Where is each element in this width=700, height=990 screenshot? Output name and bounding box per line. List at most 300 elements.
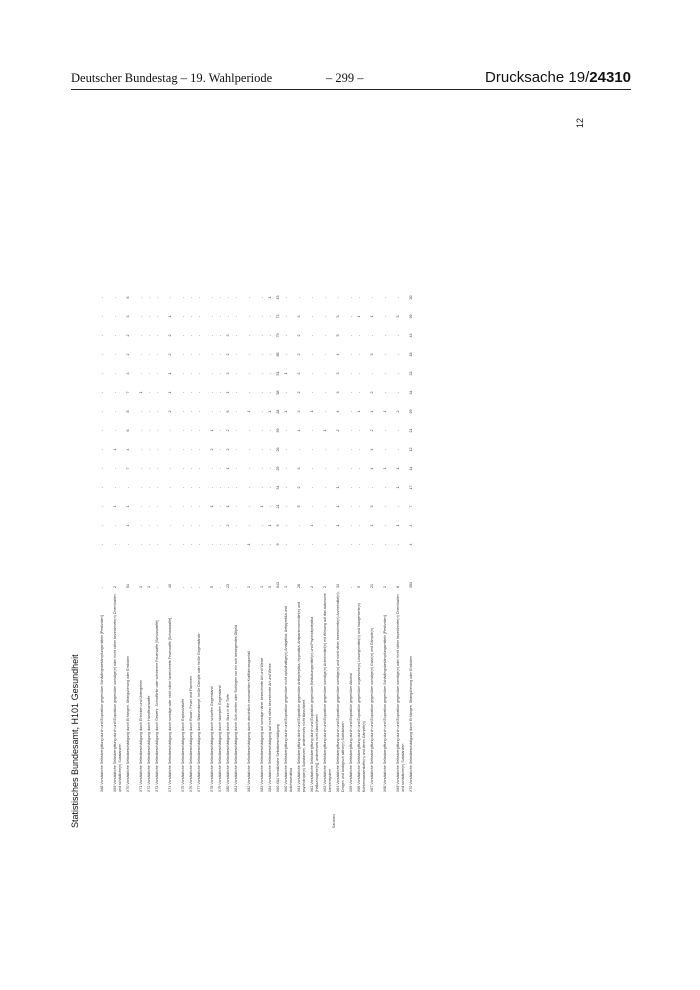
row-value: 9 [276, 543, 280, 546]
row-value: - [210, 353, 214, 356]
row-value: - [100, 524, 104, 527]
row-label: X70 Vorsätzliche Selbstbeschädigung durch Erhängen, Strangulierung oder Ersticken [409, 655, 413, 792]
row-value: - [181, 410, 185, 413]
row-value: - [247, 505, 251, 508]
row-value: 2 [226, 429, 230, 432]
row-value: - [383, 505, 387, 508]
row-total: - [189, 586, 193, 588]
row-value: - [139, 372, 143, 375]
row-value: 1 [168, 372, 172, 375]
row-value: - [189, 372, 193, 375]
row-label: X65 Vorsätzliche Selbstvergiftung durch und Exposition gegenüber Alkohol [349, 673, 353, 792]
row-value: - [147, 315, 151, 318]
row-value: - [370, 372, 374, 375]
table-row [126, 288, 139, 792]
row-value: - [197, 315, 201, 318]
row-value: - [247, 372, 251, 375]
row-value: - [247, 391, 251, 394]
rotated-table-page [70, 68, 590, 828]
row-value: - [260, 372, 264, 375]
row-value: - [100, 448, 104, 451]
row-value: - [210, 410, 214, 413]
row-total: 33 [336, 584, 340, 588]
row-value: - [234, 334, 238, 337]
row-value: 2 [370, 429, 374, 432]
source-title: Statistisches Bundesamt, H101 Gesundheit [70, 654, 80, 828]
row-value: - [210, 296, 214, 299]
row-value: 1 [383, 467, 387, 470]
row-value: - [155, 410, 159, 413]
row-label: X78 Vorsätzliche Selbstbeschädigung durch scharfen Gegenstand [210, 686, 214, 792]
row-value: 1 [226, 505, 230, 508]
row-value: - [181, 334, 185, 337]
row-value: - [100, 486, 104, 489]
row-value: - [268, 505, 272, 508]
row-value: - [100, 296, 104, 299]
row-value: 6 [126, 296, 130, 299]
row-value: - [168, 543, 172, 546]
row-value: 58 [276, 390, 280, 395]
row-label: X80 Vorsätzliche Selbstbeschädigung durch Sturz in die Tiefe [226, 694, 230, 792]
table-row [323, 288, 336, 792]
row-label: X69 Vorsätzliche Selbstvergiftung durch und Exposition gegenüber sonstige(n) oder nicht näher bezeichnete(n) Chemikalien und schädliche(n) Substanzen [113, 594, 122, 792]
row-value: - [226, 486, 230, 489]
row-value: - [100, 391, 104, 394]
row-value: - [297, 524, 301, 527]
table-row [189, 288, 197, 792]
row-value: - [260, 334, 264, 337]
row-value: - [383, 353, 387, 356]
row-value: 2 [297, 353, 301, 356]
row-value: - [197, 505, 201, 508]
table-row [210, 288, 218, 792]
row-value: 3 [370, 505, 374, 508]
row-value: - [284, 353, 288, 356]
row-value: - [383, 315, 387, 318]
row-value: - [284, 296, 288, 299]
row-value: - [349, 486, 353, 489]
row-value: - [218, 372, 222, 375]
row-value: - [396, 353, 400, 356]
row-value: 1 [357, 315, 361, 318]
row-value: - [284, 315, 288, 318]
row-value: 4 [409, 524, 413, 527]
row-value: 1 [226, 391, 230, 394]
row-total: 8 [396, 586, 400, 588]
row-value: - [100, 543, 104, 546]
row-value: - [218, 429, 222, 432]
row-value: 39 [409, 314, 413, 319]
row-value: - [226, 296, 230, 299]
row-value: - [357, 524, 361, 527]
row-value: 2 [396, 410, 400, 413]
row-value: - [147, 486, 151, 489]
row-value: 45 [276, 295, 280, 300]
row-total: 10 [168, 584, 172, 588]
row-value: - [260, 543, 264, 546]
row-value: - [260, 486, 264, 489]
row-value: 2 [297, 334, 301, 337]
row-value: 1 [310, 410, 314, 413]
row-value: 8 [126, 410, 130, 413]
table-row [168, 288, 181, 792]
row-value: 1 [210, 429, 214, 432]
row-value: 2 [126, 334, 130, 337]
row-value: - [113, 391, 117, 394]
row-value: - [323, 391, 327, 394]
row-value: - [168, 429, 172, 432]
row-total: 1 [147, 586, 151, 588]
row-value: 17 [409, 485, 413, 490]
row-value: - [284, 486, 288, 489]
row-value: - [218, 505, 222, 508]
header-page-number: – 299 – [326, 71, 364, 85]
row-value: 1 [210, 505, 214, 508]
row-value: - [247, 334, 251, 337]
row-value: - [155, 486, 159, 489]
row-value: 4 [336, 410, 340, 413]
row-value: - [357, 505, 361, 508]
row-value: - [396, 372, 400, 375]
table-row [297, 288, 310, 792]
row-value: - [349, 410, 353, 413]
row-value: - [336, 448, 340, 451]
row-value: 6 [126, 429, 130, 432]
row-value: - [268, 429, 272, 432]
row-value: - [284, 448, 288, 451]
row-value: 3 [226, 372, 230, 375]
table-row [260, 288, 268, 792]
row-value: - [396, 296, 400, 299]
row-value: - [234, 353, 238, 356]
row-value: - [181, 296, 185, 299]
row-value: - [139, 334, 143, 337]
row-total: - [197, 586, 201, 588]
row-value: - [139, 315, 143, 318]
row-value: - [113, 524, 117, 527]
row-label: X66 Vorsätzliche Selbstvergiftung durch und Exposition gegenüber organische(n) Lösungsmittel(n) und halogenierte(n) Kohlenwasserstoffe(n) und deren Dämpfe(n) [357, 603, 366, 792]
row-value: - [147, 410, 151, 413]
row-value: 3 [297, 410, 301, 413]
row-value: 3 [297, 372, 301, 375]
row-value: 3 [336, 391, 340, 394]
row-value: - [189, 429, 193, 432]
row-label: X74 Vorsätzliche Selbstbeschädigung durch sonstige oder nicht näher bezeichnete Feuerwaffe [Schusswaffe] [168, 617, 172, 792]
row-label: X77 Vorsätzliche Selbstbeschädigung durch Wasserdampf, heiße Dämpfe oder heiße Gegenstände [197, 633, 201, 792]
row-value: - [234, 429, 238, 432]
row-value: - [260, 429, 264, 432]
row-value: 1 [168, 315, 172, 318]
row-value: - [113, 315, 117, 318]
row-value: - [396, 505, 400, 508]
row-value: 51 [276, 371, 280, 376]
row-value: - [168, 296, 172, 299]
row-total: - [234, 586, 238, 588]
row-value: - [139, 429, 143, 432]
row-total: 1 [260, 586, 264, 588]
row-value: 1 [396, 486, 400, 489]
row-value: - [139, 467, 143, 470]
row-value: - [147, 391, 151, 394]
row-total: 28 [297, 584, 301, 588]
row-value: 7 [126, 467, 130, 470]
row-value: 1 [126, 505, 130, 508]
row-value: 1 [383, 410, 387, 413]
row-value: 43 [409, 333, 413, 338]
row-value: - [147, 353, 151, 356]
row-value: - [113, 429, 117, 432]
row-total: 2 [323, 586, 327, 588]
row-value: - [210, 334, 214, 337]
row-value: 26 [276, 447, 280, 452]
row-value: - [168, 524, 172, 527]
row-value: - [349, 391, 353, 394]
row-value: 6 [226, 410, 230, 413]
row-value: - [323, 543, 327, 546]
row-value: - [218, 486, 222, 489]
row-value: - [396, 391, 400, 394]
row-value: 2 [168, 410, 172, 413]
row-label: X73 Vorsätzliche Selbstbeschädigung durch Gewehr, Schrotflinte oder schwerere Feuerwaffe [Schusswaffe] [155, 620, 159, 792]
row-value: 1 [370, 315, 374, 318]
row-value: 34 [409, 390, 413, 395]
header-publication: Deutscher Bundestag – 19. Wahlperiode [71, 71, 273, 85]
row-label: X62 Vorsätzliche Selbstvergiftung durch und Exposition gegenüber Betäubungsmittel(n) und Psychodysleptika [Halluzinogene(n)], anderenorts nicht klassifiziert [310, 616, 319, 792]
row-total: 51 [126, 584, 130, 588]
row-label: X67 Vorsätzliche Selbstvergiftung durch und Exposition gegenüber sonstige(n) Gase(n) und Dämpfe(n) [370, 627, 374, 792]
row-value: - [349, 448, 353, 451]
row-value: 1 [284, 410, 288, 413]
row-value: - [268, 467, 272, 470]
row-value: - [181, 353, 185, 356]
row-total: 5 [210, 586, 214, 588]
row-value: 1 [396, 467, 400, 470]
row-value: - [189, 296, 193, 299]
row-value: - [349, 334, 353, 337]
row-total: 1 [284, 586, 288, 588]
table-row [310, 288, 323, 792]
row-value: 1 [357, 410, 361, 413]
row-label: X68 Vorsätzliche Selbstvergiftung durch und Exposition gegenüber Schädlingsbekämpfungsmitteln [Pestiziden] [100, 615, 104, 792]
row-total: - [155, 586, 159, 588]
row-value: - [218, 524, 222, 527]
row-value: - [234, 410, 238, 413]
row-total: 3 [139, 586, 143, 588]
row-value: - [234, 543, 238, 546]
row-value: - [297, 543, 301, 546]
row-value: - [383, 391, 387, 394]
row-value: 4 [336, 353, 340, 356]
row-value: 5 [297, 505, 301, 508]
row-value: - [113, 543, 117, 546]
row-value: - [310, 448, 314, 451]
row-value: - [284, 505, 288, 508]
row-value: - [323, 353, 327, 356]
row-value: - [181, 467, 185, 470]
row-total: 2 [383, 586, 387, 588]
row-value: - [310, 334, 314, 337]
row-value: 1 [247, 410, 251, 413]
row-value: - [234, 391, 238, 394]
row-value: - [218, 391, 222, 394]
row-value: - [113, 410, 117, 413]
row-value: - [396, 334, 400, 337]
row-value: - [147, 334, 151, 337]
row-value: - [357, 448, 361, 451]
state-label: Sachsen [332, 814, 336, 828]
row-value: - [247, 524, 251, 527]
row-value: - [113, 467, 117, 470]
row-value: - [147, 429, 151, 432]
row-value: 4 [126, 448, 130, 451]
row-value: - [113, 296, 117, 299]
row-value: - [139, 505, 143, 508]
row-value: - [234, 296, 238, 299]
row-value: - [113, 334, 117, 337]
table-row [409, 288, 422, 792]
row-value: - [396, 448, 400, 451]
row-value: 39 [276, 428, 280, 433]
row-value: 1 [284, 372, 288, 375]
row-value: - [357, 372, 361, 375]
row-value: - [181, 315, 185, 318]
table-row [349, 288, 357, 792]
row-value: - [268, 372, 272, 375]
row-value: - [197, 448, 201, 451]
row-value: - [181, 486, 185, 489]
row-value: - [310, 486, 314, 489]
row-value: - [189, 315, 193, 318]
row-value: - [310, 372, 314, 375]
row-value: - [284, 391, 288, 394]
table-row [370, 288, 383, 792]
row-value: 1 [139, 391, 143, 394]
row-value: 1 [336, 524, 340, 527]
row-value: - [181, 524, 185, 527]
row-value: 21 [409, 428, 413, 433]
row-value: - [297, 448, 301, 451]
row-value: 1 [370, 524, 374, 527]
row-value: - [168, 448, 172, 451]
row-value: - [268, 391, 272, 394]
row-label: X60-X84 Vorsätzliche Selbstbeschädigung [276, 724, 280, 792]
row-value: 3 [370, 353, 374, 356]
row-value: - [234, 448, 238, 451]
row-value: 25 [276, 466, 280, 471]
row-value: - [197, 429, 201, 432]
row-value: - [189, 543, 193, 546]
row-total: 643 [276, 582, 280, 588]
row-value: - [349, 524, 353, 527]
row-value: - [226, 543, 230, 546]
row-value: - [383, 372, 387, 375]
table-row [268, 288, 276, 792]
row-value: - [189, 505, 193, 508]
header-doc-prefix: Drucksache [485, 69, 565, 86]
row-value: 4 [297, 429, 301, 432]
row-value: - [155, 315, 159, 318]
row-value: - [210, 315, 214, 318]
row-value: 34 [276, 485, 280, 490]
row-value: - [100, 505, 104, 508]
table-row [139, 288, 147, 792]
row-value: - [168, 486, 172, 489]
row-value: - [197, 543, 201, 546]
table-row [383, 288, 396, 792]
row-value: - [210, 372, 214, 375]
row-value: 9 [276, 524, 280, 527]
row-value: - [234, 486, 238, 489]
row-value: - [181, 448, 185, 451]
row-value: - [218, 410, 222, 413]
row-value: 1 [268, 296, 272, 299]
row-value: - [323, 505, 327, 508]
row-value: - [113, 372, 117, 375]
row-value: - [260, 391, 264, 394]
row-value: - [226, 315, 230, 318]
row-value: - [247, 448, 251, 451]
row-value: - [310, 391, 314, 394]
table-row [396, 288, 409, 792]
row-value: - [147, 448, 151, 451]
row-value: - [218, 448, 222, 451]
row-value: - [100, 410, 104, 413]
row-label: X64 Vorsätzliche Selbstvergiftung durch und Exposition gegenüber sonstige(n) und nicht näher bezeichnete(n) Arzneimittel(n), Drogen und biologisch aktive(n) Substanzen [336, 591, 345, 792]
row-value: - [147, 505, 151, 508]
row-value: - [284, 524, 288, 527]
row-value: - [323, 524, 327, 527]
row-value: - [260, 296, 264, 299]
row-label: X84 Vorsätzliche Selbstbeschädigung auf nicht näher bezeichnete Art und Weise [268, 663, 272, 792]
row-value: 3 [336, 372, 340, 375]
row-value: 18 [409, 352, 413, 357]
row-value: 3 [226, 334, 230, 337]
row-value: - [197, 467, 201, 470]
row-value: 3 [297, 467, 301, 470]
row-value: - [284, 429, 288, 432]
row-total: - [181, 586, 185, 588]
row-value: - [210, 524, 214, 527]
row-value: - [336, 543, 340, 546]
row-value: - [197, 296, 201, 299]
table-row [100, 288, 113, 792]
row-value: 14 [409, 466, 413, 471]
table-row [284, 288, 297, 792]
row-value: - [155, 296, 159, 299]
row-value: - [260, 467, 264, 470]
row-value: - [100, 429, 104, 432]
row-label: X71 Vorsätzliche Selbstbeschädigung durch Ertrinken und Untergehen [139, 679, 143, 792]
row-value: - [189, 410, 193, 413]
table-row [357, 288, 370, 792]
row-value: - [139, 543, 143, 546]
row-value: - [139, 410, 143, 413]
table-row [197, 288, 210, 792]
row-value: 2 [226, 524, 230, 527]
row-value: 4 [409, 543, 413, 546]
row-value: - [189, 524, 193, 527]
row-value: - [139, 486, 143, 489]
row-value: 2 [226, 353, 230, 356]
row-value: - [260, 353, 264, 356]
row-value: - [234, 372, 238, 375]
row-label: X70 Vorsätzliche Selbstbeschädigung durch Erhängen, Strangulierung oder Ersticken [126, 655, 130, 792]
row-value: - [189, 486, 193, 489]
row-value: - [349, 543, 353, 546]
row-value: - [323, 296, 327, 299]
row-value: - [247, 486, 251, 489]
row-value: 1 [247, 543, 251, 546]
